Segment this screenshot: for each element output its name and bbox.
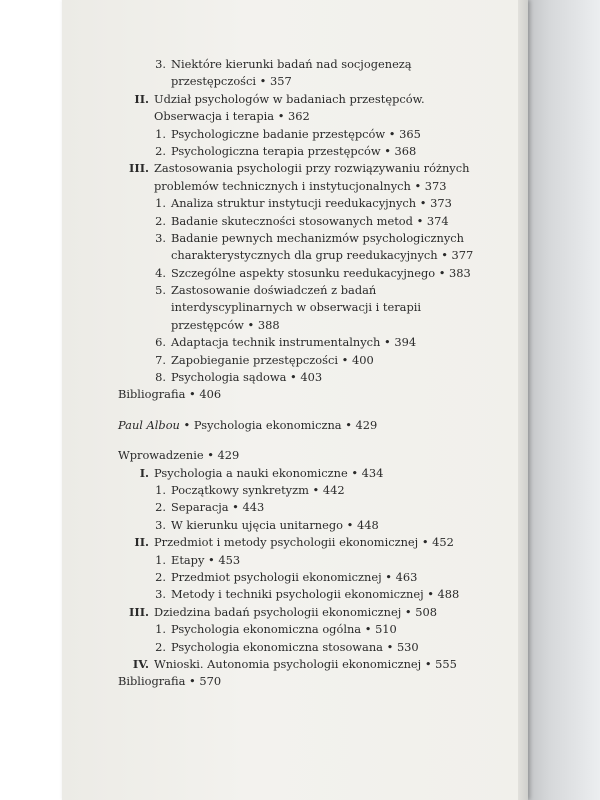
entry-number: 1. (155, 196, 166, 211)
entry-text: Psychologia a nauki ekonomiczne • 434 (154, 465, 384, 480)
entry-number: 3. (155, 587, 166, 602)
toc-entry (118, 465, 518, 482)
toc-entry (118, 482, 518, 499)
toc-entry (118, 386, 518, 403)
entry-number: 2. (155, 143, 166, 158)
entry-text: Psychologiczna terapia przestępców • 368 (171, 143, 417, 158)
entry-number: II. (134, 91, 149, 106)
toc-entry (118, 282, 518, 299)
entry-text: Psychologia sądowa • 403 (171, 370, 323, 385)
toc-entry (118, 604, 518, 621)
entry-text: Analiza struktur instytucji reedukacyjnych • 373 (171, 196, 452, 211)
entry-number: III. (129, 161, 149, 176)
toc-entry (118, 447, 518, 464)
toc-entry (118, 499, 518, 516)
entry-text: Dziedzina badań psychologii ekonomicznej • 508 (154, 604, 437, 619)
entry-number: 4. (155, 265, 166, 280)
entry-text: Psychologia ekonomiczna ogólna • 510 (171, 622, 397, 637)
toc-entry (118, 656, 518, 673)
table-of-contents (118, 56, 518, 691)
toc-entry (118, 317, 518, 334)
author-name: Paul Albou (118, 417, 180, 432)
entry-text: Wnioski. Autonomia psychologii ekonomicznej • 555 (154, 656, 457, 671)
entry-text: Bibliografia • 406 (118, 387, 222, 402)
spacer (118, 434, 518, 447)
toc-entry (118, 213, 518, 230)
entry-text: Adaptacja technik instrumentalnych • 394 (171, 335, 417, 350)
background-surface (528, 0, 600, 800)
entry-text: Badanie pewnych mechanizmów psychologicznych (171, 230, 464, 245)
entry-text: Szczególne aspekty stosunku reedukacyjnego • 383 (171, 265, 471, 280)
entry-text: Bibliografia • 570 (118, 674, 222, 689)
entry-number: 5. (155, 283, 166, 298)
entry-text: Przedmiot psychologii ekonomicznej • 463 (171, 569, 418, 584)
entry-text: Wprowadzenie • 429 (118, 448, 240, 463)
entry-text: Udział psychologów w badaniach przestępców. (154, 91, 425, 106)
toc-entry (118, 586, 518, 603)
toc-entry (118, 143, 518, 160)
entry-number: I. (139, 465, 149, 480)
toc-entry (118, 247, 518, 264)
toc-entry (118, 369, 518, 386)
toc-entry (118, 73, 518, 90)
toc-entry (118, 517, 518, 534)
toc-entry (118, 552, 518, 569)
entry-number: 8. (155, 370, 166, 385)
toc-entry (118, 265, 518, 282)
entry-text: Psychologia ekonomiczna stosowana • 530 (171, 639, 419, 654)
toc-entry (118, 534, 518, 551)
entry-text: Obserwacja i terapia • 362 (154, 109, 310, 124)
entry-text: Psychologiczne badanie przestępców • 365 (171, 126, 421, 141)
toc-entry (118, 108, 518, 125)
entry-text: problemów technicznych i instytucjonalnych • 373 (154, 178, 447, 193)
toc-entry (118, 178, 518, 195)
toc-entry (118, 56, 518, 73)
entry-text: Przedmiot i metody psychologii ekonomicznej • 452 (154, 535, 454, 550)
entry-number: 2. (155, 639, 166, 654)
entry-number: 2. (155, 213, 166, 228)
toc-entry (118, 639, 518, 656)
entry-text: Badanie skuteczności stosowanych metod • 374 (171, 213, 449, 228)
entry-number: 2. (155, 569, 166, 584)
entry-text: Początkowy synkretyzm • 442 (171, 482, 345, 497)
entry-text: Metody i techniki psychologii ekonomicznej • 488 (171, 587, 460, 602)
entry-number: III. (129, 604, 149, 619)
entry-text: przestępczości • 357 (171, 74, 292, 89)
entry-text: Zastosowania psychologii przy rozwiązywaniu różnych (154, 161, 470, 176)
toc-entry (118, 195, 518, 212)
toc-entry (118, 621, 518, 638)
toc-entry (118, 91, 518, 108)
toc-entry (118, 352, 518, 369)
entry-number: II. (134, 535, 149, 550)
entry-text: Zapobieganie przestępczości • 400 (171, 352, 374, 367)
entry-number: 2. (155, 500, 166, 515)
toc-entry (118, 299, 518, 316)
entry-text: przestępców • 388 (171, 317, 280, 332)
entry-number: 1. (155, 482, 166, 497)
entry-number: 3. (155, 57, 166, 71)
toc-entry (118, 126, 518, 143)
entry-text: Separacja • 443 (171, 500, 265, 515)
toc-entry (118, 569, 518, 586)
entry-number: 1. (155, 552, 166, 567)
entry-text: Zastosowanie doświadczeń z badań (171, 283, 377, 298)
toc-entry (118, 673, 518, 690)
entry-text: • Psychologia ekonomiczna • 429 (179, 417, 378, 432)
toc-entry (118, 230, 518, 247)
entry-number: 1. (155, 126, 166, 141)
entry-text: Niektóre kierunki badań nad socjogenezą (171, 57, 412, 71)
spacer (118, 404, 518, 417)
entry-number: 6. (155, 335, 166, 350)
entry-number: IV. (132, 656, 149, 671)
entry-number: 7. (155, 352, 166, 367)
page-edge (518, 0, 528, 800)
entry-text: charakterystycznych dla grup reedukacyjnych • 377 (171, 248, 474, 263)
toc-entry (118, 334, 518, 351)
entry-number: 3. (155, 517, 166, 532)
toc-entry (118, 160, 518, 177)
entry-text: Etapy • 453 (171, 552, 241, 567)
entry-number: 3. (155, 230, 166, 245)
entry-text: W kierunku ujęcia unitarnego • 448 (171, 517, 379, 532)
toc-entry (118, 417, 518, 434)
entry-text: interdyscyplinarnych w obserwacji i terapii (171, 300, 422, 315)
entry-number: 1. (155, 622, 166, 637)
